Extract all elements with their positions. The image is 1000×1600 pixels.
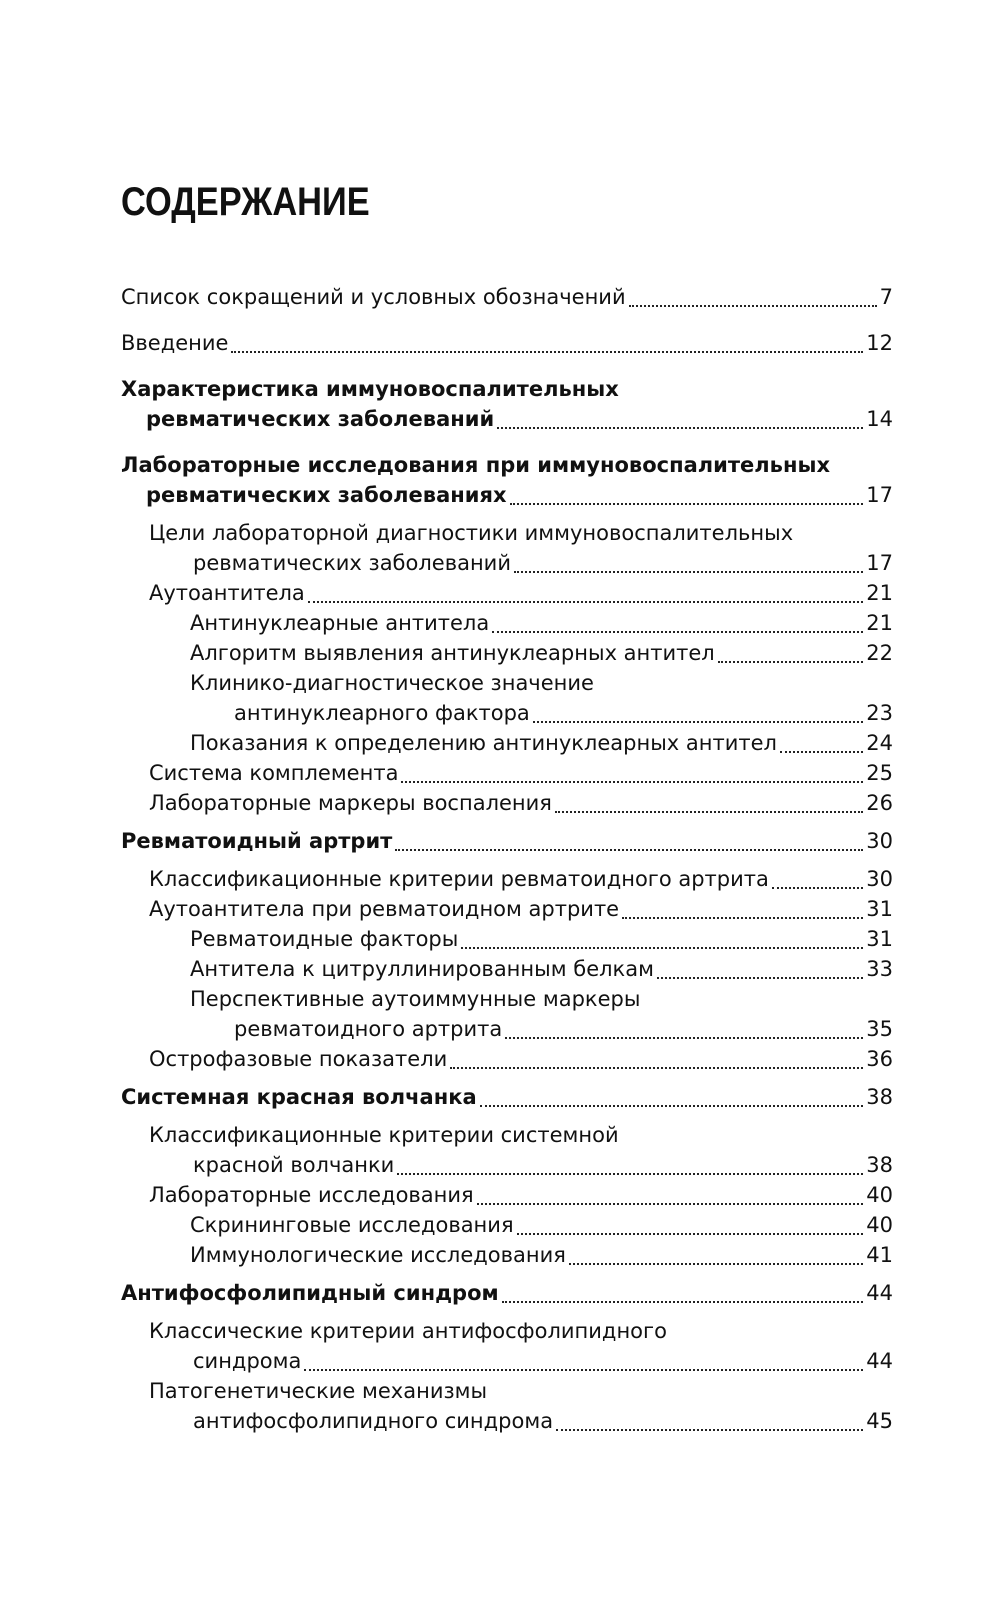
toc-entry-title: Системная красная волчанка bbox=[121, 1085, 477, 1109]
toc-page-number: 21 bbox=[866, 611, 893, 635]
toc-page-number: 24 bbox=[866, 731, 893, 755]
toc-entry-title: ревматических заболеваниях bbox=[146, 483, 507, 507]
dot-leader bbox=[556, 1406, 863, 1431]
toc-entry-title: Иммунологические исследования bbox=[190, 1243, 566, 1267]
toc-entry-title: Показания к определению антинуклеарных антител bbox=[190, 731, 777, 755]
toc-entry-title-line: Характеристика иммуновоспалительных bbox=[121, 377, 619, 401]
dot-leader bbox=[477, 1180, 864, 1205]
toc-entry-title: Введение bbox=[121, 331, 229, 355]
toc-entry-title: Алгоритм выявления антинуклеарных антител bbox=[190, 641, 715, 665]
toc-page-number: 31 bbox=[866, 897, 893, 921]
toc-page-number: 14 bbox=[866, 407, 893, 431]
toc-page-number: 38 bbox=[866, 1153, 893, 1177]
dot-leader bbox=[514, 548, 863, 573]
toc-page-number: 30 bbox=[866, 867, 893, 891]
toc-entry-line bbox=[121, 1278, 893, 1308]
toc-entry-title: Антитела к цитруллинированным белкам bbox=[190, 957, 654, 981]
toc-entry-title: Аутоантитела при ревматоидном артрите bbox=[149, 897, 620, 921]
toc-entry-line bbox=[121, 826, 893, 856]
dot-leader bbox=[480, 1082, 864, 1107]
toc-page-number: 40 bbox=[866, 1183, 893, 1207]
toc-entry-title: Система комплемента bbox=[149, 761, 399, 785]
toc-page-number: 17 bbox=[866, 551, 893, 575]
toc-page-number: 38 bbox=[866, 1085, 893, 1109]
toc-page-number: 40 bbox=[866, 1213, 893, 1237]
toc-entry-line bbox=[146, 404, 893, 434]
toc-entry-title: Лабораторные исследования bbox=[149, 1183, 474, 1207]
toc-entry-line bbox=[149, 758, 893, 788]
toc-entry-line bbox=[149, 864, 893, 894]
dot-leader bbox=[510, 480, 864, 505]
toc-entry-line bbox=[146, 480, 893, 510]
toc-page-number: 23 bbox=[866, 701, 893, 725]
toc-page-number: 21 bbox=[866, 581, 893, 605]
toc-page-number: 17 bbox=[866, 483, 893, 507]
toc-page-number: 33 bbox=[866, 957, 893, 981]
toc-entry-title: Список сокращений и условных обозначений bbox=[121, 285, 626, 309]
dot-leader bbox=[497, 404, 863, 429]
toc-page-number: 44 bbox=[866, 1281, 893, 1305]
toc-page-number: 22 bbox=[866, 641, 893, 665]
toc-entry-title-line: Цели лабораторной диагностики иммуновоспалительных bbox=[149, 521, 794, 545]
toc-entry-title: Классификационные критерии ревматоидного артрита bbox=[149, 867, 769, 891]
toc-page-number: 45 bbox=[866, 1409, 893, 1433]
dot-leader bbox=[622, 894, 863, 919]
dot-leader bbox=[395, 826, 863, 851]
toc-entry-line bbox=[234, 1014, 893, 1044]
toc-entry-title: красной волчанки bbox=[193, 1153, 395, 1177]
toc-entry-line bbox=[193, 1346, 893, 1376]
toc-page-number: 30 bbox=[866, 829, 893, 853]
toc-entry-title-line: Патогенетические механизмы bbox=[149, 1379, 488, 1403]
toc-page-number: 36 bbox=[866, 1047, 893, 1071]
toc-entry-title-line: Классификационные критерии системной bbox=[149, 1123, 619, 1147]
toc-entry-title: Антинуклеарные антитела bbox=[190, 611, 490, 635]
toc-entry-title: Острофазовые показатели bbox=[149, 1047, 448, 1071]
toc-entry-title: синдрома bbox=[193, 1349, 302, 1373]
toc-entry-line bbox=[190, 728, 893, 758]
dot-leader bbox=[304, 1346, 863, 1371]
toc-entry-line bbox=[121, 1082, 893, 1112]
toc-page-number: 25 bbox=[866, 761, 893, 785]
page-title: СОДЕРЖАНИЕ bbox=[121, 180, 370, 224]
toc-entry-title: Аутоантитела bbox=[149, 581, 305, 605]
dot-leader bbox=[450, 1044, 863, 1069]
toc-entry-line bbox=[149, 894, 893, 924]
toc-page-number: 35 bbox=[866, 1017, 893, 1041]
toc-entry-line bbox=[190, 954, 893, 984]
toc-entry-title-line: Перспективные аутоиммунные маркеры bbox=[190, 987, 641, 1011]
toc-entry-line bbox=[149, 1180, 893, 1210]
toc-entry-line bbox=[193, 1406, 893, 1436]
toc-entry-line bbox=[121, 282, 893, 312]
toc-entry-title-line: Лабораторные исследования при иммуновоспалительных bbox=[121, 453, 830, 477]
dot-leader bbox=[555, 788, 863, 813]
dot-leader bbox=[533, 698, 863, 723]
dot-leader bbox=[461, 924, 863, 949]
toc-entry-title: ревматоидного артрита bbox=[234, 1017, 503, 1041]
dot-leader bbox=[502, 1278, 864, 1303]
dot-leader bbox=[629, 282, 877, 307]
dot-leader bbox=[401, 758, 863, 783]
dot-leader bbox=[505, 1014, 863, 1039]
toc-entry-title: Ревматоидные факторы bbox=[190, 927, 459, 951]
toc-entry-title: Скрининговые исследования bbox=[190, 1213, 514, 1237]
dot-leader bbox=[718, 638, 864, 663]
toc-entry-title-line: Классические критерии антифосфолипидного bbox=[149, 1319, 667, 1343]
dot-leader bbox=[308, 578, 863, 603]
toc-entry-line bbox=[190, 924, 893, 954]
toc-entry-title: ревматических заболеваний bbox=[193, 551, 511, 575]
toc-entry-title-line: Клинико-диагностическое значение bbox=[190, 671, 594, 695]
toc-entry-line bbox=[149, 578, 893, 608]
toc-entry-title: антифосфолипидного синдрома bbox=[193, 1409, 554, 1433]
dot-leader bbox=[772, 864, 863, 889]
dot-leader bbox=[569, 1240, 863, 1265]
toc-entry-line bbox=[234, 698, 893, 728]
toc-entry-line bbox=[149, 1044, 893, 1074]
toc-entry-line bbox=[121, 328, 893, 358]
toc-entry-line bbox=[190, 1240, 893, 1270]
toc-page-number: 44 bbox=[866, 1349, 893, 1373]
toc-page-number: 26 bbox=[866, 791, 893, 815]
toc-entry-title: Лабораторные маркеры воспаления bbox=[149, 791, 552, 815]
toc-entry-title: антинуклеарного фактора bbox=[234, 701, 530, 725]
dot-leader bbox=[231, 328, 863, 353]
toc-page-number: 31 bbox=[866, 927, 893, 951]
toc-entry-title: ревматических заболеваний bbox=[146, 407, 495, 431]
toc-entry-line bbox=[190, 638, 893, 668]
dot-leader bbox=[657, 954, 863, 979]
toc-entry-line bbox=[190, 608, 893, 638]
dot-leader bbox=[492, 608, 863, 633]
toc-entry-title: Антифосфолипидный синдром bbox=[121, 1281, 499, 1305]
toc-page-number: 12 bbox=[866, 331, 893, 355]
dot-leader bbox=[517, 1210, 864, 1235]
toc-page-number: 7 bbox=[879, 285, 893, 309]
toc-entry-line bbox=[149, 788, 893, 818]
toc-entry-line bbox=[190, 1210, 893, 1240]
dot-leader bbox=[780, 728, 863, 753]
dot-leader bbox=[397, 1150, 863, 1175]
toc-entry-line bbox=[193, 548, 893, 578]
toc-entry-title: Ревматоидный артрит bbox=[121, 829, 393, 853]
toc-page-number: 41 bbox=[866, 1243, 893, 1267]
toc-entry-line bbox=[193, 1150, 893, 1180]
